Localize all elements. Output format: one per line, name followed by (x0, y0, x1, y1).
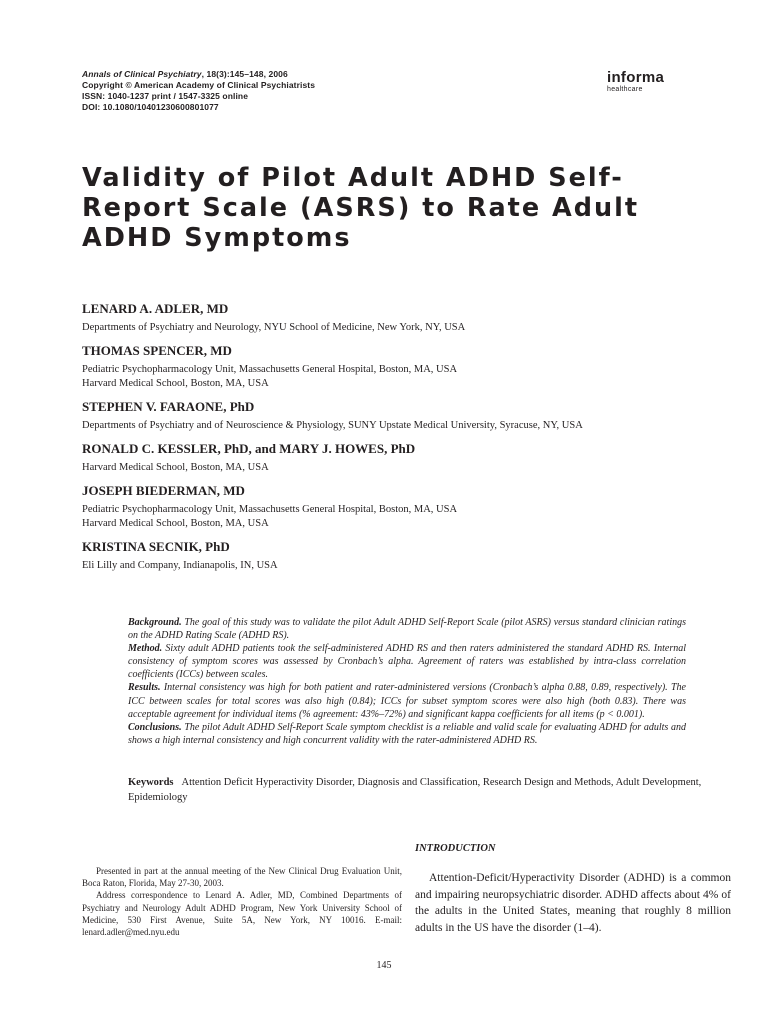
author-affiliation: Eli Lilly and Company, Indianapolis, IN, USA (82, 560, 278, 571)
doi-line: DOI: 10.1080/10401230600801077 (82, 102, 219, 112)
publisher-sub: healthcare (607, 86, 643, 93)
author-block (82, 399, 702, 433)
author-affiliation: Harvard Medical School, Boston, MA, USA (82, 462, 269, 473)
introduction-heading: INTRODUCTION (415, 843, 496, 854)
author-name: LENARD A. ADLER, MD (82, 301, 229, 316)
author-block (82, 441, 702, 475)
author-name: JOSEPH BIEDERMAN, MD (82, 483, 245, 498)
abstract-results-label: Results. (128, 682, 161, 694)
abstract-conclusions-text: The pilot Adult ADHD Self-Report Scale symptom checklist is a reliable and valid scale for evaluating ADHD for adults and shows a high internal consistency and high concurrent validity with the rater-administered ADHD RS. (128, 721, 686, 746)
author-affiliation: Pediatric Psychopharmacology Unit, Massachusetts General Hospital, Boston, MA, USA (82, 364, 458, 375)
introduction-body: Attention-Deficit/Hyperactivity Disorder (ADHD) is a common and impairing neuropsychiatric disorder. ADHD affects about 4% of the adults in the United States, meaning that roughly 8 million adults in the US have the disorder (1–4). (415, 872, 731, 934)
author-affiliation: Harvard Medical School, Boston, MA, USA (82, 378, 269, 389)
author-list (82, 301, 702, 581)
author-affiliation: Departments of Psychiatry and of Neuroscience & Physiology, SUNY Upstate Medical University, Syracuse, NY, USA (82, 420, 583, 431)
abstract-results (128, 681, 686, 720)
abstract-conclusions-label: Conclusions. (128, 721, 182, 733)
journal-citation (82, 69, 315, 80)
keywords-label: Keywords (128, 777, 174, 788)
abstract-method-label: Method. (128, 643, 163, 655)
abstract (128, 616, 686, 747)
publisher-brand: informa (607, 69, 665, 86)
author-block (82, 301, 702, 335)
footnote (82, 865, 402, 938)
author-block (82, 539, 702, 573)
author-block (82, 343, 702, 391)
abstract-background-label: Background. (128, 617, 182, 628)
author-affiliation: Pediatric Psychopharmacology Unit, Massachusetts General Hospital, Boston, MA, USA (82, 504, 458, 515)
publisher-logo (607, 70, 664, 94)
author-name: THOMAS SPENCER, MD (82, 343, 232, 358)
journal-volume: , 18(3):145–148, 2006 (201, 69, 288, 79)
journal-name: Annals of Clinical Psychiatry (82, 69, 202, 79)
author-name: RONALD C. KESSLER, PhD, and MARY J. HOWES, PhD (82, 441, 416, 456)
author-affiliation: Harvard Medical School, Boston, MA, USA (82, 518, 269, 529)
abstract-results-text: Internal consistency was high for both patient and rater-administered versions (Cronbach’s alpha 0.88, 0.89, respectively). The ICC between scales for total scores was also high (0.84); ICCs for subset symptom scores were also high (both 0.83). There was acceptable agreement for individual items (% agreement: 43%–72%) and significant kappa coefficients for all items (p < 0.001). (128, 682, 686, 720)
author-name: KRISTINA SECNIK, PhD (82, 539, 230, 554)
footnote-presented: Presented in part at the annual meeting of the New Clinical Drug Evaluation Unit, Boca Raton, Florida, May 27-30, 2003. (82, 866, 402, 889)
author-name: STEPHEN V. FARAONE, PhD (82, 399, 255, 414)
author-block (82, 483, 702, 531)
abstract-background (128, 616, 686, 642)
abstract-conclusions (128, 721, 686, 747)
issn-line: ISSN: 1040-1237 print / 1547-3325 online (82, 91, 249, 101)
keywords-text: Attention Deficit Hyperactivity Disorder, Diagnosis and Classification, Research Design and Methods, Adult Development, Epidemiology (128, 777, 702, 803)
journal-header (82, 69, 315, 113)
page-number: 145 (376, 960, 392, 971)
abstract-method (128, 642, 686, 681)
keywords (128, 775, 718, 805)
paper-title: Validity of Pilot Adult ADHD Self-Report Scale (ASRS) to Rate Adult ADHD Symptoms (82, 163, 640, 253)
author-affiliation: Departments of Psychiatry and Neurology, NYU School of Medicine, New York, NY, USA (82, 322, 466, 333)
copyright-line: Copyright © American Academy of Clinical Psychiatrists (82, 80, 316, 90)
abstract-method-text: Sixty adult ADHD patients took the self-administered ADHD RS and then raters administered the standard ADHD RS. Internal consistency of symptom scores was assessed by Cronbach’s alpha. Agreement of raters was established by intra-class correlation coefficients (ICCs) between scales. (128, 643, 686, 681)
abstract-background-text: The goal of this study was to validate the pilot Adult ADHD Self-Report Scale (pilot ASRS) versus standard clinician ratings on the ADHD Rating Scale (ADHD RS). (128, 617, 686, 642)
footnote-correspondence: Address correspondence to Lenard A. Adler, MD, Combined Departments of Psychiatry and Neurology Adult ADHD Program, New York University School of Medicine, 530 First Avenue, Suite 5A, New York, NY 10016. E-mail: lenard.adler@med.nyu.edu (82, 890, 402, 938)
